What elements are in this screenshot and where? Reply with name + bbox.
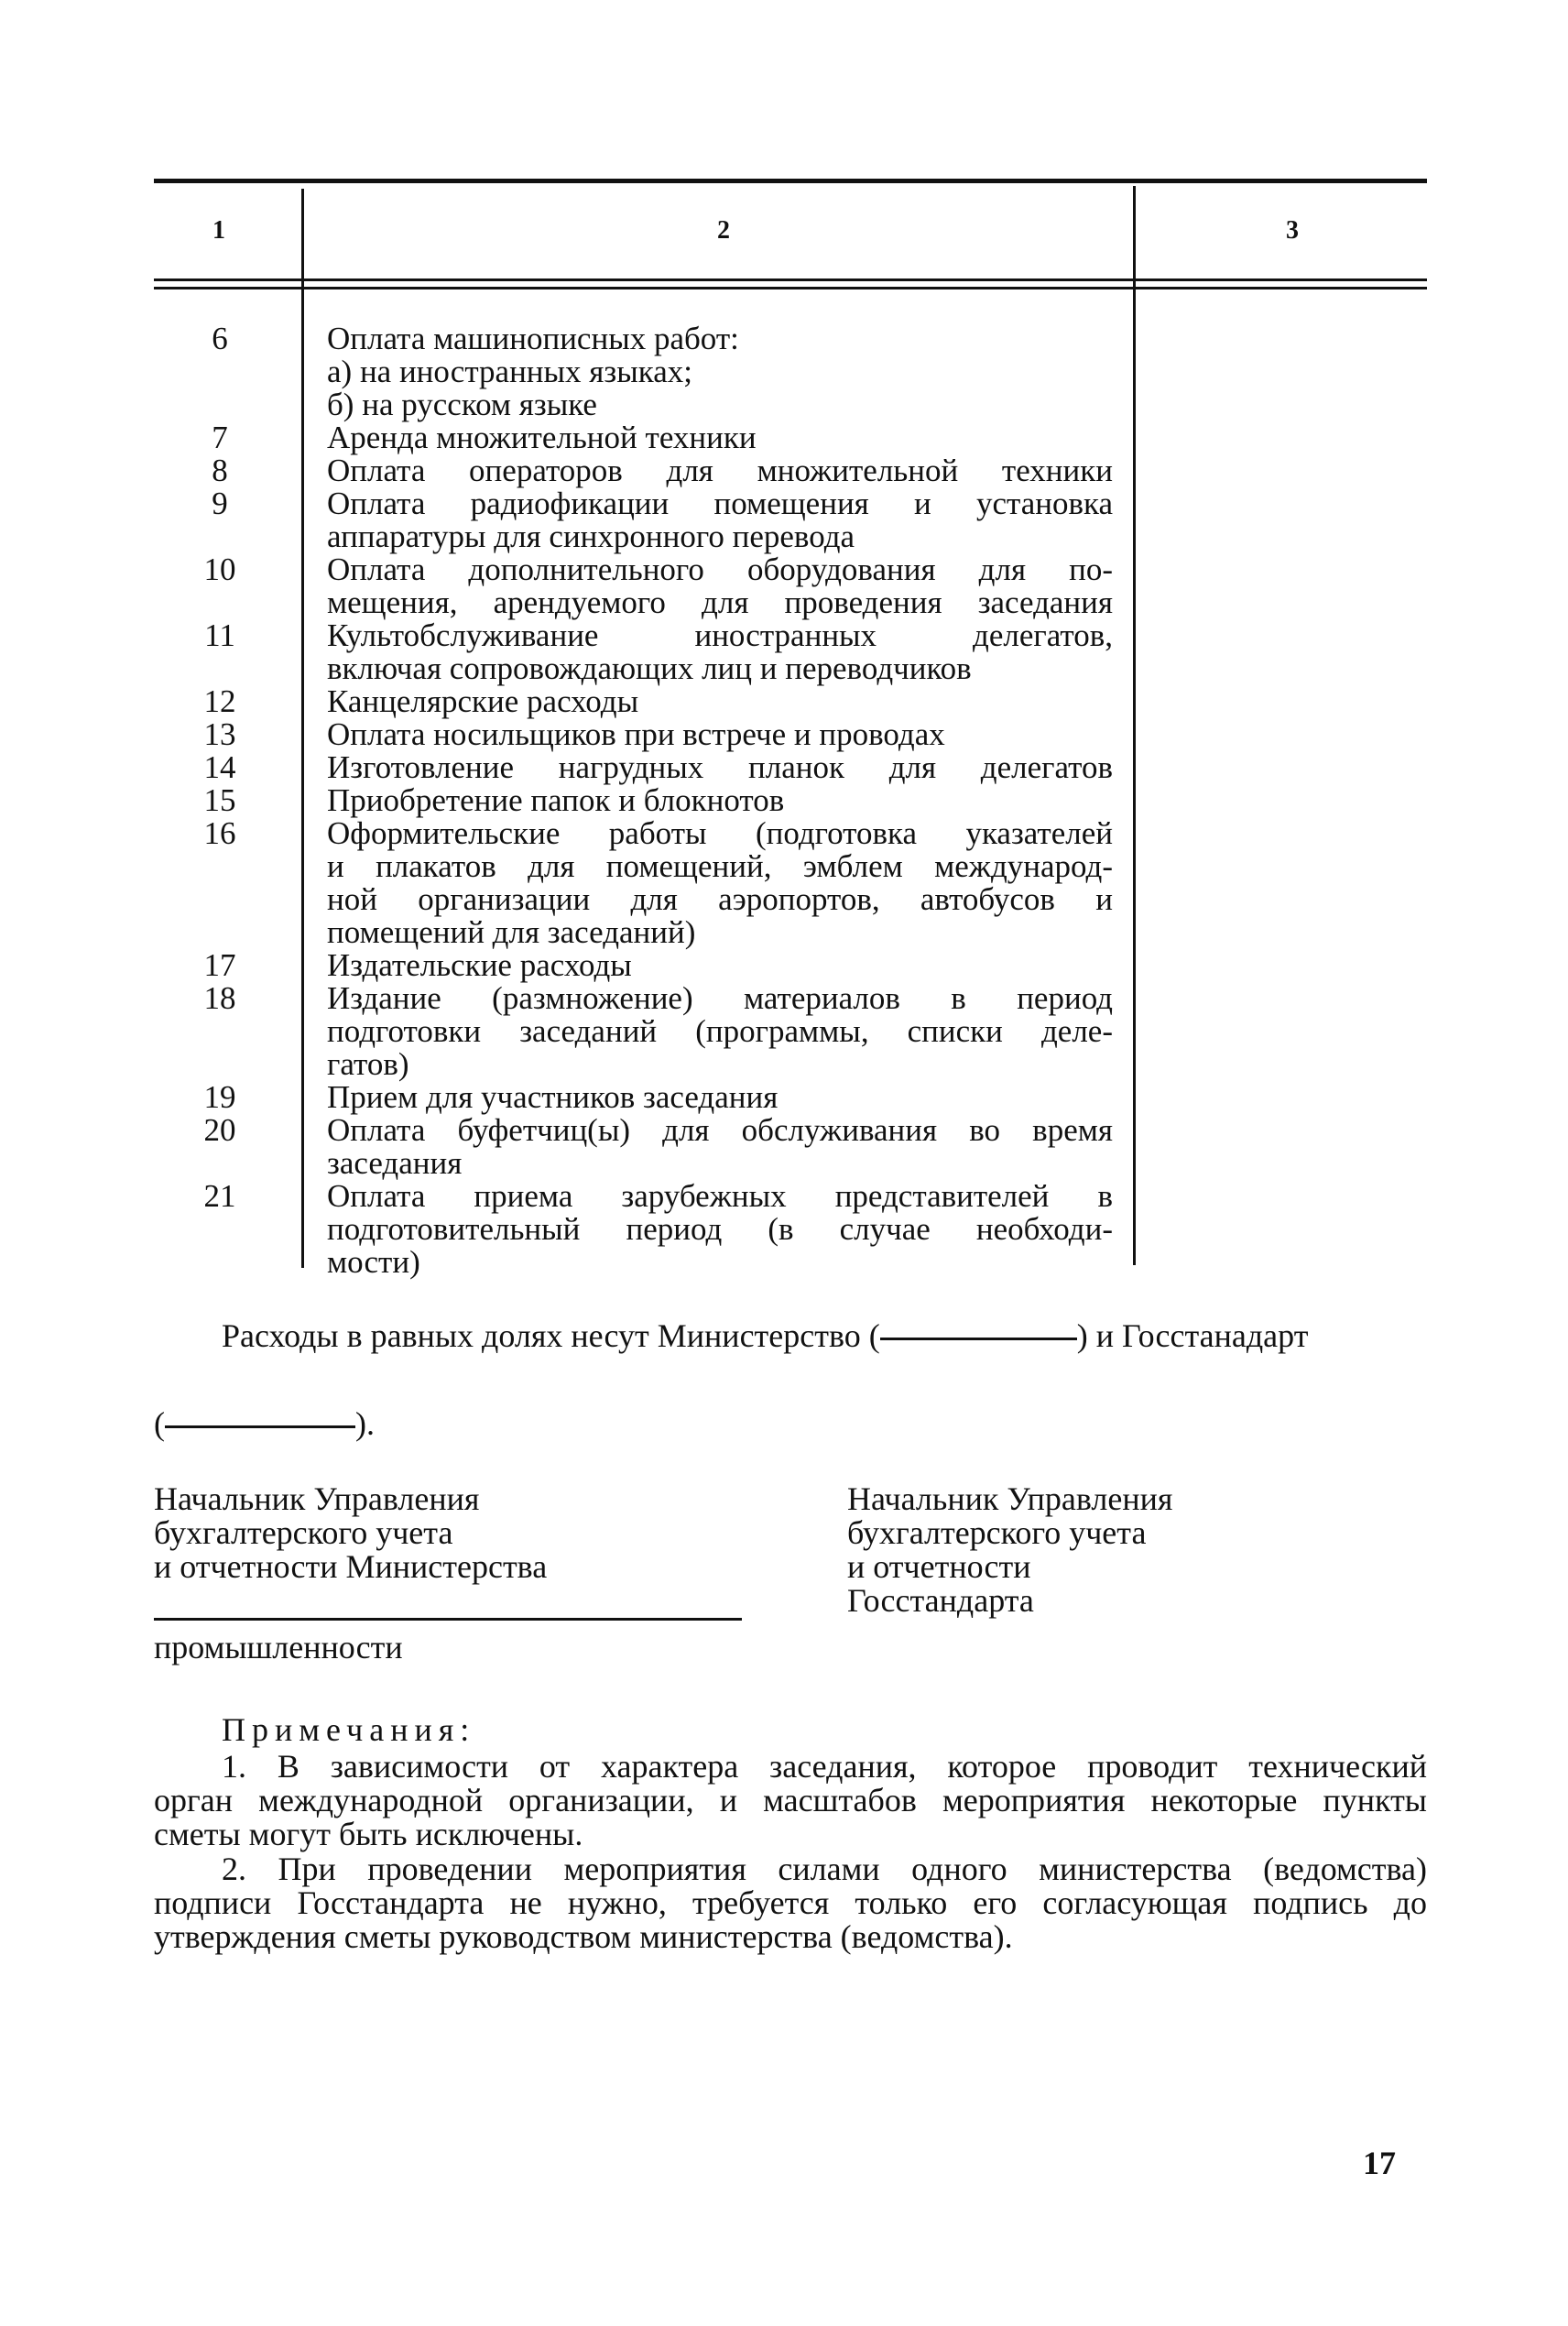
signature-left-under: промышленности (154, 1629, 403, 1665)
row-number: 12 (203, 683, 236, 719)
row-number: 21 (203, 1178, 236, 1214)
table-row-text: Оплата машинописных работ: а) на иностранных языках; б) на русском языке (327, 321, 739, 422)
row-number: 14 (203, 749, 236, 785)
row-number: 13 (203, 716, 236, 752)
table-row-text: Аренда множительной техники (327, 420, 757, 455)
note-2: 2. При проведении мероприятия силами одного министерства (ведомства) подписи Госстандарта не нужно, требуется только его согласующая подпись до утверждения сметы руководством министерства (ведомства). (154, 1851, 1427, 1955)
row-number: 16 (203, 815, 236, 851)
signature-left: Начальник Управления бухгалтерского учета и отчетности Министерства (154, 1480, 548, 1585)
row-number: 17 (203, 947, 236, 983)
row-number: 15 (203, 782, 236, 818)
column-header-2: 2 (717, 216, 730, 245)
row-number: 7 (212, 420, 228, 455)
notes-heading: Примечания: (222, 1711, 476, 1748)
row-number: 19 (203, 1079, 236, 1115)
row-number: 8 (212, 453, 228, 488)
table-row-text: Канцелярские расходы (327, 683, 639, 719)
table-row-text: Издательские расходы (327, 947, 632, 983)
table-divider-1 (301, 189, 304, 1268)
table-divider-2 (1133, 186, 1136, 1265)
table-row-text: Прием для участников заседания (327, 1079, 779, 1115)
expenses-line-2: ( ). (154, 1405, 375, 1442)
row-number: 9 (212, 486, 228, 521)
table-row-text: Приобретение папок и блокнотов (327, 782, 785, 818)
signature-right: Начальник Управления бухгалтерского учета и отчетности Госстандарта (847, 1480, 1173, 1619)
note-1: 1. В зависимости от характера заседания, которое проводит технический орган международной организации, и масштабов мероприятия некоторые пункты сметы могут быть исключены. (154, 1748, 1427, 1852)
page-number: 17 (1363, 2145, 1396, 2181)
column-header-1: 1 (212, 216, 225, 245)
row-number: 6 (212, 321, 228, 356)
signature-line (154, 1618, 742, 1621)
table-row-text: Оплата носильщиков при встрече и проводах (327, 716, 945, 752)
table-row-text: Оплата операторов для множительной техники (327, 453, 1113, 488)
table-row-text: Оплата буфетчиц(ы) для обслуживания во время заседания (327, 1112, 1113, 1181)
row-number: 11 (204, 617, 235, 653)
table-row-text: Изготовление нагрудных планок для делегатов (327, 749, 1113, 785)
table-row-text: Издание (размножение) материалов в период подготовки заседаний (программы, списки деле- гатов) (327, 980, 1113, 1082)
row-number: 18 (203, 980, 236, 1016)
table-row-text: Оплата дополнительного оборудования для по- мещения, арендуемого для проведения заседания (327, 551, 1113, 620)
row-number: 10 (203, 551, 236, 587)
table-row-text: Оплата приема зарубежных представителей в подготовительный период (в случае необходи- мости) (327, 1178, 1113, 1280)
table-header-rule-1 (154, 278, 1427, 281)
column-header-3: 3 (1286, 216, 1299, 245)
blank-ministry (880, 1338, 1077, 1340)
table-row-text: Культобслуживание иностранных делегатов, включая сопровождающих лиц и переводчиков (327, 617, 1113, 686)
row-number: 20 (203, 1112, 236, 1148)
table-header-rule-2 (154, 287, 1427, 289)
table-top-rule (154, 179, 1427, 183)
blank-gosstandart (165, 1425, 355, 1428)
table-row-text: Оплата радиофикации помещения и установка аппаратуры для синхронного перевода (327, 486, 1113, 554)
table-row-text: Оформительские работы (подготовка указателей и плакатов для помещений, эмблем международ- ной организации для аэропортов, автобусов и помещений для заседаний) (327, 815, 1113, 950)
expenses-line: Расходы в равных долях несут Министерство ( ) и Госстанадарт (222, 1317, 1309, 1354)
